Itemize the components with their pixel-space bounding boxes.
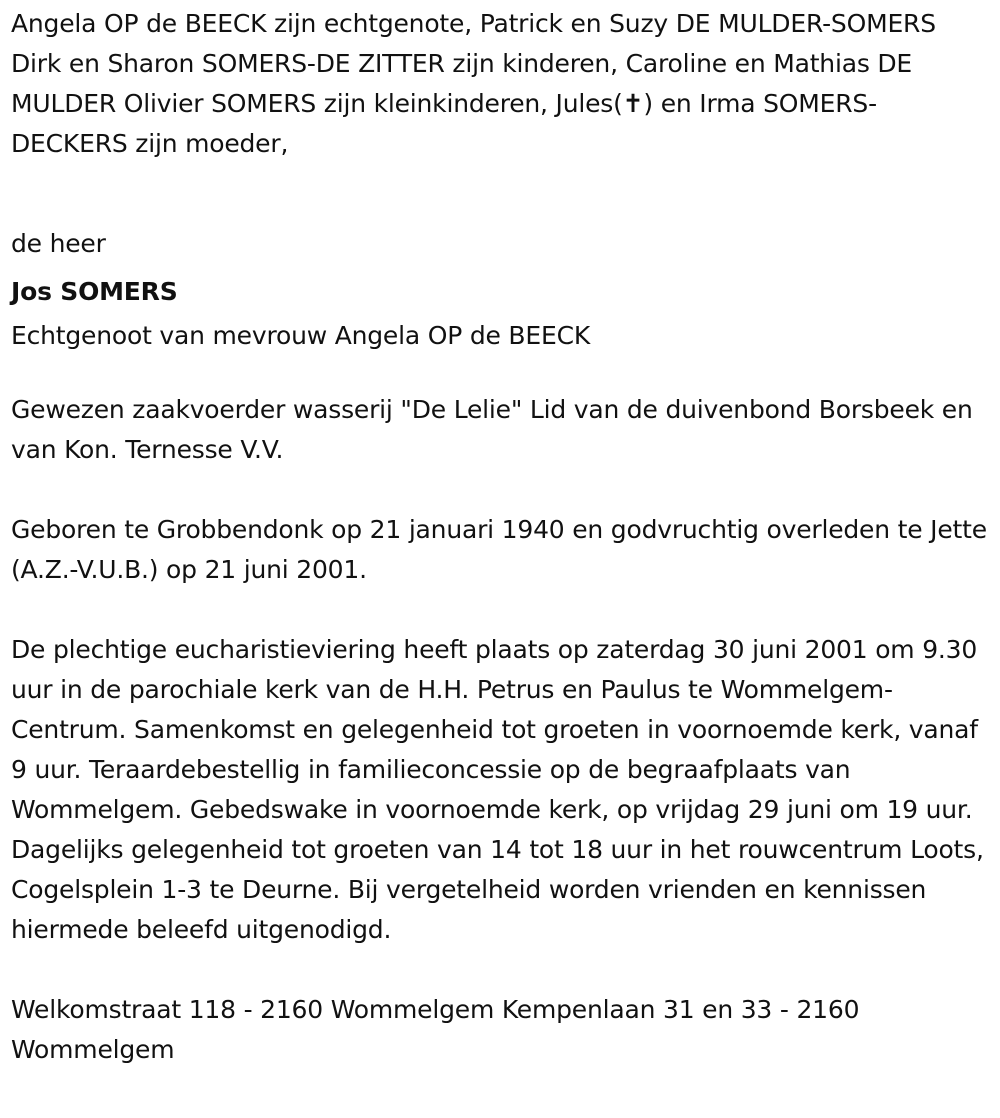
addresses-paragraph: Welkomstraat 118 - 2160 Wommelgem Kempenlaan 31 en 33 - 2160 Wommelgem [11,995,860,1064]
spacer [11,950,990,990]
spacer [11,590,990,630]
spacer [11,470,990,510]
spacer [11,204,990,224]
spouse-line: Echtgenoot van mevrouw Angela OP de BEECK [11,321,591,350]
deceased-name: Jos SOMERS [11,277,178,306]
birth-death-paragraph: Geboren te Grobbendonk op 21 januari 1940 en godvruchtig overleden te Jette (A.Z.-V.U.B.) op 21 juni 2001. [11,515,987,584]
ceremony-paragraph: De plechtige eucharistieviering heeft plaats op zaterdag 30 juni 2001 om 9.30 uur in de parochiale kerk van de H.H. Petrus en Paulus te Wommelgem-Centrum. Samenkomst en gelegenheid tot groeten in voornoemde kerk, vanaf 9 uur. Teraardebestellig in familieconcessie op de begraafplaats van Wommelgem. Gebedswake in voornoemde kerk, op vrijdag 29 juni om 19 uur. Dagelijks gelegenheid tot groeten van 14 tot 18 uur in het rouwcentrum Loots, Cogelsplein 1-3 te Deurne. Bij vergetelheid worden vrienden en kennissen hiermede beleefd uitgenodigd. [11,635,984,944]
occupation-paragraph: Gewezen zaakvoerder wasserij "De Lelie" Lid van de duivenbond Borsbeek en van Kon. Ternesse V.V. [11,395,973,464]
honorific-title: de heer [11,229,106,258]
spacer [11,360,990,390]
spacer [11,164,990,204]
family-intro-paragraph: Angela OP de BEECK zijn echtgenote, Patrick en Suzy DE MULDER-SOMERS Dirk en Sharon SOMERS-DE ZITTER zijn kinderen, Caroline en Mathias DE MULDER Olivier SOMERS zijn kleinkinderen, Jules(✝) en Irma SOMERS-DECKERS zijn moeder, [11,9,936,158]
